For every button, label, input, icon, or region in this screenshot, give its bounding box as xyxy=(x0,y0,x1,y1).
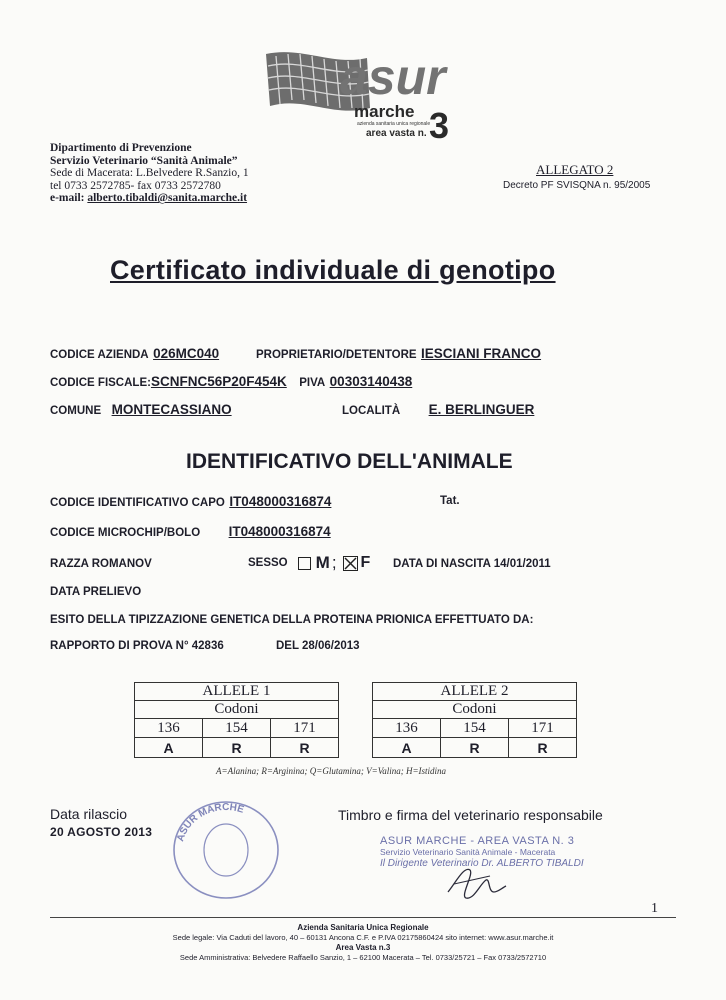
seat-address: Sede di Macerata: L.Belvedere R.Sanzio, 1 xyxy=(50,167,249,180)
allele-2-aminoacid: R xyxy=(441,738,509,758)
allele-1-subtitle: Codoni xyxy=(135,701,339,719)
signature-icon xyxy=(440,862,510,904)
allegato-label: ALLEGATO 2 xyxy=(536,162,614,177)
logo-tagline: azienda sanitaria unica regionale xyxy=(357,121,431,127)
comune-label: COMUNE xyxy=(50,405,102,417)
email-line xyxy=(50,192,249,205)
piva-value: 00303140438 xyxy=(329,374,413,389)
sesso-separator: ; xyxy=(331,553,337,572)
allele-2-title: ALLELE 2 xyxy=(373,683,577,701)
allele-2-table xyxy=(372,682,577,758)
footer-org: Azienda Sanitaria Unica Regionale xyxy=(297,923,429,932)
allele-1-title: ALLELE 1 xyxy=(135,683,339,701)
comune-value: MONTECASSIANO xyxy=(111,402,232,417)
sesso-label: SESSO xyxy=(248,557,288,569)
rapporto-date: DEL 28/06/2013 xyxy=(276,640,360,652)
footer-admin: Sede Amministrativa: Belvedere Raffaello Sanzio, 1 – 62100 Macerata – Tel. 0733/25721 – Fax 0733/2572710 xyxy=(179,953,547,962)
microchip-row xyxy=(50,523,331,541)
codice-azienda-value: 026MC040 xyxy=(153,346,220,361)
stamp-line-3: Il Dirigente Veterinario Dr. ALBERTO TIBALDI xyxy=(380,858,584,869)
allele-1-aminoacid: R xyxy=(203,738,271,758)
data-prelievo-label: DATA PRELIEVO xyxy=(50,586,142,598)
sesso-f-checkbox-checked[interactable] xyxy=(343,556,358,571)
localita-label: LOCALITÀ xyxy=(342,405,401,417)
allele-2-subtitle: Codoni xyxy=(373,701,577,719)
allele-1-table xyxy=(134,682,339,758)
proprietario-label: PROPRIETARIO/DETENTORE xyxy=(256,349,417,361)
round-stamp-text: ASUR MARCHE xyxy=(175,801,246,843)
aminoacid-legend: A=Alanina; R=Arginina; Q=Glutamina; V=Valina; H=Istidina xyxy=(216,766,447,776)
logo-number: 3 xyxy=(429,105,450,144)
stamp-line-1: ASUR MARCHE - AREA VASTA N. 3 xyxy=(380,835,575,847)
page-title: Certificato individuale di genotipo xyxy=(110,255,556,285)
sesso-m-text: M xyxy=(315,553,330,572)
proprietario-value: IESCIANI FRANCO xyxy=(421,346,542,361)
allele-1-codon: 171 xyxy=(271,719,339,738)
codice-capo-label: CODICE IDENTIFICATIVO CAPO xyxy=(50,497,225,509)
asur-marche-logo xyxy=(262,48,452,144)
footer-divider xyxy=(50,917,676,918)
sesso-f-text: F xyxy=(360,554,371,571)
tat-label: Tat. xyxy=(440,495,460,507)
round-stamp-icon xyxy=(168,798,286,903)
footer xyxy=(0,923,726,963)
allele-2-codon: 154 xyxy=(441,719,509,738)
animal-section-title: IDENTIFICATIVO DELL'ANIMALE xyxy=(186,450,513,473)
codice-capo-value: IT048000316874 xyxy=(229,494,332,509)
footer-area: Area Vasta n.3 xyxy=(335,943,391,952)
page-number: 1 xyxy=(651,901,658,916)
allele-2-aminoacid: R xyxy=(509,738,577,758)
svg-text:ASUR MARCHE xyxy=(175,802,245,843)
allele-1-codon: 136 xyxy=(135,719,203,738)
proprietario-row xyxy=(256,345,541,363)
logo-area-text: area vasta n. xyxy=(366,128,427,139)
email-address[interactable]: alberto.tibaldi@sanita.marche.it xyxy=(87,192,248,205)
comune-row xyxy=(50,401,232,419)
allele-2-codon: 171 xyxy=(509,719,577,738)
footer-legal: Sede legale: Via Caduti del lavoro, 40 – 60131 Ancona C.F. e P.IVA 02175860424 sito internet: www.asur.marche.it xyxy=(172,933,554,942)
dept-name: Dipartimento di Prevenzione xyxy=(50,142,192,154)
timbro-label: Timbro e firma del veterinario responsabile xyxy=(338,807,603,823)
allele-2-codon: 136 xyxy=(373,719,441,738)
service-name: Servizio Veterinario “Sanità Animale” xyxy=(50,154,238,167)
sesso-m-checkbox[interactable] xyxy=(298,557,311,570)
rapporto-label: RAPPORTO DI PROVA N° 42836 xyxy=(50,640,224,652)
codice-fiscale-row xyxy=(50,373,412,391)
microchip-label: CODICE MICROCHIP/BOLO xyxy=(50,527,201,539)
codice-capo-row xyxy=(50,493,331,511)
codice-fiscale-label: CODICE FISCALE: xyxy=(50,377,151,389)
localita-value: E. BERLINGUER xyxy=(428,402,535,417)
rilascio-label: Data rilascio xyxy=(50,806,128,822)
email-label: e-mail: xyxy=(50,192,85,205)
allele-1-codon: 154 xyxy=(203,719,271,738)
logo-asur-text: asur xyxy=(340,49,446,105)
codice-azienda-label: CODICE AZIENDA xyxy=(50,349,149,361)
logo-marche-text: marche xyxy=(354,102,415,121)
microchip-value: IT048000316874 xyxy=(228,524,331,539)
phone-fax: tel 0733 2572785- fax 0733 2572780 xyxy=(50,179,221,192)
sesso-row xyxy=(248,553,370,573)
department-header xyxy=(50,142,249,205)
stamp-line-2: Servizio Veterinario Sanità Animale - Macerata xyxy=(380,847,556,857)
razza-label: RAZZA ROMANOV xyxy=(50,558,152,570)
esito-label: ESITO DELLA TIPIZZAZIONE GENETICA DELLA PROTEINA PRIONICA EFFETTUATO DA: xyxy=(50,614,534,626)
rilascio-date: 20 AGOSTO 2013 xyxy=(50,825,153,839)
data-nascita: DATA DI NASCITA 14/01/2011 xyxy=(393,558,551,570)
allele-2-aminoacid: A xyxy=(373,738,441,758)
codice-azienda-row xyxy=(50,345,219,363)
piva-label: PIVA xyxy=(299,377,326,389)
localita-row xyxy=(342,401,534,419)
allele-1-aminoacid: R xyxy=(271,738,339,758)
checkmark-x-icon xyxy=(344,557,357,570)
decreto-ref: Decreto PF SVISQNA n. 95/2005 xyxy=(503,180,651,191)
codice-fiscale-value: SCNFNC56P20F454K xyxy=(150,374,287,389)
allele-1-aminoacid: A xyxy=(135,738,203,758)
